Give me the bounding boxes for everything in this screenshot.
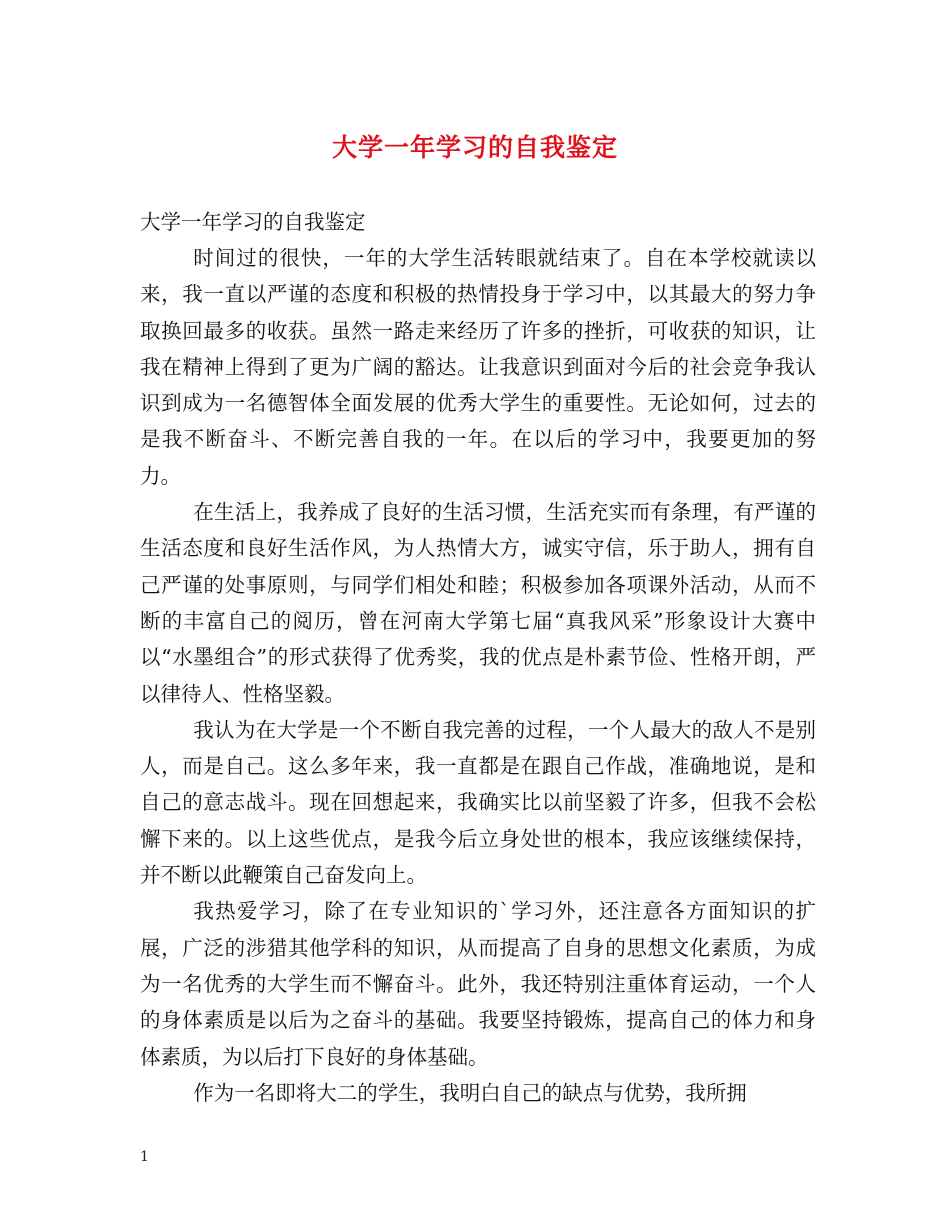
paragraph-3: 我认为在大学是一个不断自我完善的过程，一个人最大的敌人不是别人，而是自己。这么多年来，我一直都是在跟自己作战，准确地说，是和自己的意志战斗。现在回想起来，我确实比以前坚毅了许多，但我不会松懈下来的。以上这些优点，是我今后立身处世的根本，我应该继续保持，并不断以此鞭策自己奋发向上。 <box>140 717 816 888</box>
paragraph-1: 时间过的很快，一年的大学生活转眼就结束了。自在本学校就读以来，我一直以严谨的态度和积极的热情投身于学习中，以其最大的努力争取换回最多的收获。虽然一路走来经历了许多的挫折，可收获的知识，让我在精神上得到了更为广阔的豁达。让我意识到面对今后的社会竞争我认识到成为一名德智体全面发展的优秀大学生的重要性。无论如何，过去的是我不断奋斗、不断完善自我的一年。在以后的学习中，我要更加的努力。 <box>140 246 816 488</box>
document-title: 大学一年学习的自我鉴定 <box>331 133 618 162</box>
paragraph-5: 作为一名即将大二的学生，我明白自己的缺点与优势，我所拥 <box>193 1080 747 1105</box>
paragraph-4: 我热爱学习，除了在专业知识的`学习外，还注意各方面知识的扩展，广泛的涉猎其他学科的知识，从而提高了自身的思想文化素质，为成为一名优秀的大学生而不懈奋斗。此外，我还特别注重体育运动，一个人的身体素质是以后为之奋斗的基础。我要坚持锻炼，提高自己的体力和身体素质，为以后打下良好的身体基础。 <box>140 899 816 1069</box>
page-number: 1 <box>140 1149 149 1165</box>
document-body <box>140 205 816 1111</box>
paragraph-2: 在生活上，我养成了良好的生活习惯，生活充实而有条理，有严谨的生活态度和良好生活作风，为人热情大方，诚实守信，乐于助人，拥有自己严谨的处事原则，与同学们相处和睦；积极参加各项课外活动，从而不断的丰富自己的阅历，曾在河南大学第七届“真我风采”形象设计大赛中以“水墨组合”的形式获得了优秀奖，我的优点是朴素节俭、性格开朗，严以律待人、性格坚毅。 <box>140 500 816 706</box>
document-subheading: 大学一年学习的自我鉴定 <box>140 210 366 234</box>
